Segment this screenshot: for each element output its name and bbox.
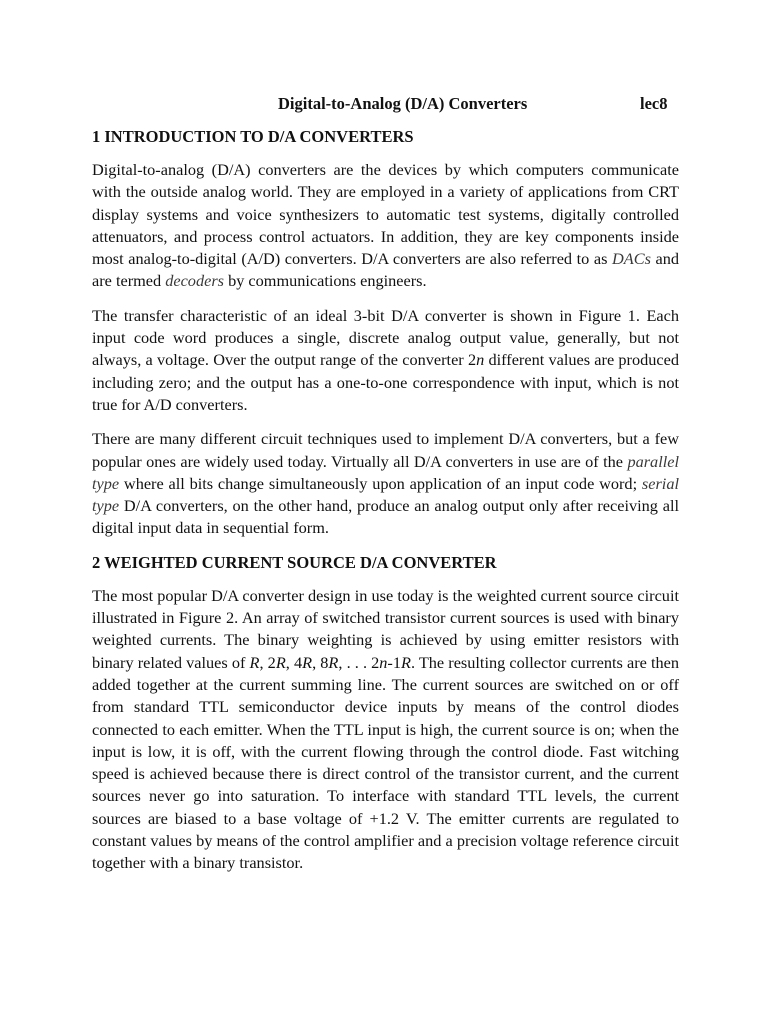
text-run: , . . . 2: [338, 652, 380, 672]
text-run: , 4: [285, 652, 303, 672]
variable-n: n: [476, 350, 485, 370]
text-run: by communications engineers.: [224, 271, 427, 291]
document-body: [92, 126, 679, 887]
text-run: There are many different circuit techniques used to implement D/A converters, but a few popular ones are widely used today. Virtually all D/A converters in use are of the: [92, 429, 679, 471]
text-run: -1: [387, 652, 401, 672]
variable-n: n: [379, 652, 388, 672]
lecture-number: lec8: [640, 94, 668, 113]
term-dacs: DACs: [612, 249, 651, 269]
section-1-paragraph-1: [92, 159, 679, 293]
variable-r: R: [328, 652, 339, 672]
text-run: Digital-to-analog (D/A) converters are the devices by which computers communicate with the outside analog world. They are employed in a variety of applications from CRT display systems and voice synthesizers to automatic test systems, digitally controlled attenuators, and process control actuators. In addition, they are key components inside most analog-to-digital (A/D) converters. D/A converters are also referred to as: [92, 160, 679, 269]
term-parallel-type: parallel type: [92, 451, 679, 493]
text-run: where all bits change simultaneously upon application of an input code word;: [119, 473, 642, 493]
document-title: Digital-to-Analog (D/A) Converters: [278, 94, 528, 113]
variable-r: R: [302, 652, 313, 672]
text-run: , 2: [259, 652, 276, 672]
section-1-paragraph-3: [92, 428, 679, 539]
term-decoders: decoders: [165, 271, 224, 291]
text-run: The most popular D/A converter design in use today is the weighted current source circuit illustrated in Figure 2. An array of switched transistor current sources is used with binary weighted currents. The binary weighting is achieved by using emitter resistors with binary related values of: [92, 585, 679, 672]
text-run: . The resulting collector currents are then added together at the current summing line. The current sources are switched on or off from standard TTL semiconductor device inputs by means of the control diodes connected to each emitter. When the TTL input is high, the current source is on; when the input is low, it is off, with the current flowing through the control diode. Fast witching speed is achieved because there is direct control of the transistor current, and the current sources never go into saturation. To interface with standard TTL levels, the current sources are biased to a base voltage of +1.2 V. The emitter currents are regulated to constant values by means of the control amplifier and a precision voltage reference circuit together with a binary transistor.: [92, 652, 680, 873]
variable-r: R: [249, 652, 260, 672]
text-run: , 8: [312, 652, 329, 672]
text-run: different values are produced including zero; and the output has a one-to-one correspondence with input, which is not true for A/D converters.: [92, 350, 679, 414]
text-run: and are termed: [92, 249, 680, 291]
variable-r: R: [275, 652, 286, 672]
text-run: The transfer characteristic of an ideal 3-bit D/A converter is shown in Figure 1. Each input code word produces a single, discrete analog output value, generally, but not always, a voltage. Over the output range of the converter 2: [92, 305, 679, 370]
section-2-paragraph-1: [92, 585, 679, 875]
variable-r: R: [400, 652, 411, 672]
section-2-heading: 2 WEIGHTED CURRENT SOURCE D/A CONVERTER: [92, 552, 497, 572]
term-serial-type: serial type: [92, 473, 679, 516]
section-1-paragraph-2: [92, 305, 679, 416]
section-1-heading: 1 INTRODUCTION TO D/A CONVERTERS: [92, 127, 414, 146]
text-run: D/A converters, on the other hand, produce an analog output only after receiving all digital input data in sequential form.: [92, 496, 679, 538]
